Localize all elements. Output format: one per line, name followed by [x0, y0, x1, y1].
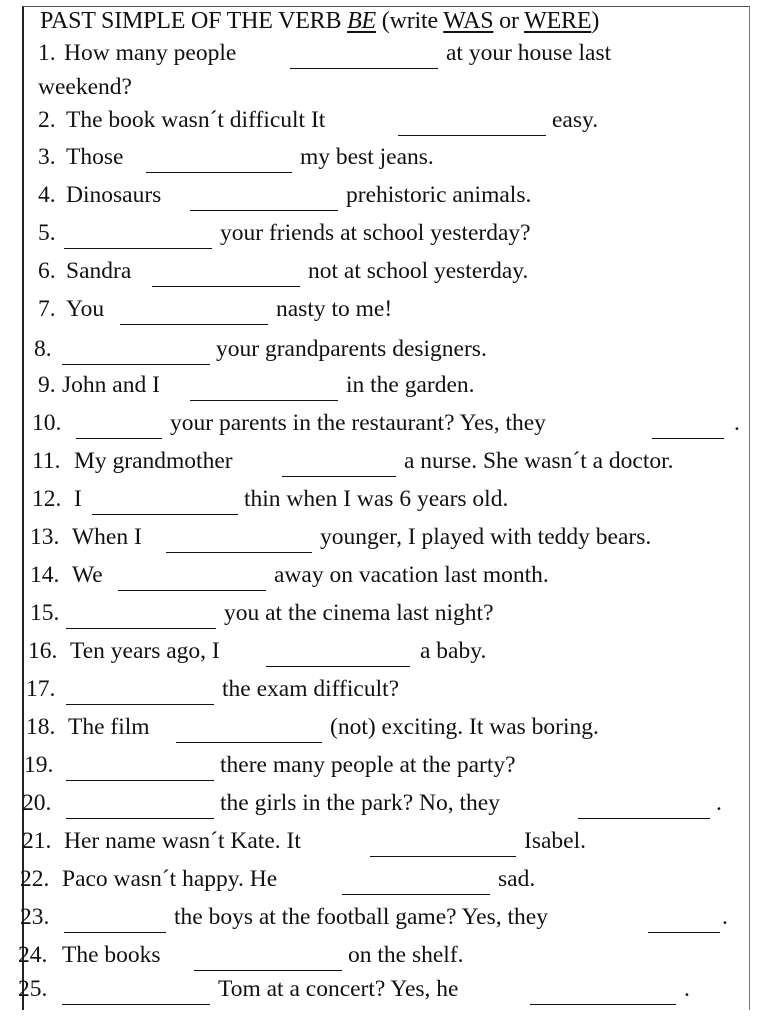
item-text-after: prehistoric animals.: [346, 182, 532, 208]
answer-blank[interactable]: [648, 906, 720, 933]
item-number: 6.: [38, 258, 56, 284]
answer-blank[interactable]: [152, 260, 300, 287]
item-number: 20.: [22, 790, 52, 816]
item-number: 23.: [20, 904, 50, 930]
item-text-after: my best jeans.: [300, 144, 434, 170]
item-number: 15.: [30, 600, 60, 626]
item-text-after: younger, I played with teddy bears.: [320, 524, 652, 550]
item-number: 14.: [30, 562, 60, 588]
item-number: 13.: [30, 524, 60, 550]
item-number: 1.: [38, 40, 56, 66]
item-text-before: Her name wasn´t Kate. It: [64, 828, 301, 854]
item-end: .: [716, 790, 722, 816]
item-text-after: a baby.: [420, 638, 487, 664]
item-number: 12.: [32, 486, 62, 512]
item-text-before: How many people: [64, 40, 237, 66]
item-text-before: I: [74, 486, 82, 512]
item-text-before: Those: [66, 144, 124, 170]
title-part3: ): [591, 8, 600, 34]
answer-blank[interactable]: [62, 338, 210, 365]
item-text-after: in the garden.: [346, 372, 475, 398]
item-text-before: Dinosaurs: [66, 182, 162, 208]
item-number: 2.: [38, 107, 56, 133]
answer-blank[interactable]: [194, 944, 342, 971]
answer-blank[interactable]: [578, 792, 710, 819]
answer-blank[interactable]: [66, 678, 214, 705]
answer-blank[interactable]: [266, 640, 410, 667]
item-text-before: The film: [68, 714, 150, 740]
item-text-after: sad.: [498, 866, 536, 892]
answer-blank[interactable]: [62, 978, 210, 1005]
item-text-before: My grandmother: [74, 448, 233, 474]
item-text-before: We: [72, 562, 103, 588]
item-text-after: your grandparents designers.: [216, 336, 487, 362]
answer-blank[interactable]: [66, 792, 214, 819]
worksheet-title: [40, 8, 599, 35]
item-text-after: the girls in the park? No, they: [220, 790, 500, 816]
item-text-after: easy.: [552, 107, 599, 133]
item-text-after: you at the cinema last night?: [224, 600, 494, 626]
item-number: 9.: [38, 372, 56, 398]
answer-blank[interactable]: [146, 146, 292, 173]
item-text-before: John and I: [62, 372, 160, 398]
answer-blank[interactable]: [290, 42, 438, 69]
item-text-after: Isabel.: [524, 828, 586, 854]
item-number: 4.: [38, 182, 56, 208]
item-number: 17.: [26, 676, 56, 702]
title-was: WAS: [443, 8, 494, 34]
item-text-before: Paco wasn´t happy. He: [62, 866, 278, 892]
item-text-after: your friends at school yesterday?: [220, 220, 531, 246]
item-text-before: Sandra: [66, 258, 132, 284]
item-text-after: there many people at the party?: [220, 752, 516, 778]
answer-blank[interactable]: [66, 602, 216, 629]
answer-blank[interactable]: [370, 830, 516, 857]
item-text-after: (not) exciting. It was boring.: [330, 714, 599, 740]
item-number: 22.: [20, 866, 50, 892]
answer-blank[interactable]: [76, 412, 162, 439]
answer-blank[interactable]: [64, 222, 212, 249]
title-verb: BE: [347, 8, 376, 34]
item-text-before: Ten years ago, I: [70, 638, 220, 664]
item-text-after: the boys at the football game? Yes, they: [174, 904, 548, 930]
answer-blank[interactable]: [166, 526, 312, 553]
item-number: 24.: [18, 942, 48, 968]
item-text-after: thin when I was 6 years old.: [244, 486, 509, 512]
item-number: 10.: [32, 410, 62, 436]
item-text-after: nasty to me!: [276, 296, 393, 322]
title-or: or: [493, 8, 525, 34]
item-text-after: Tom at a concert? Yes, he: [218, 976, 459, 1002]
item-end: .: [722, 904, 728, 930]
item-text-before: The books: [62, 942, 161, 968]
answer-blank[interactable]: [176, 716, 322, 743]
answer-blank[interactable]: [92, 488, 238, 515]
answer-blank[interactable]: [398, 109, 546, 136]
item-number: 19.: [24, 752, 54, 778]
title-part1: PAST SIMPLE OF THE VERB: [40, 8, 348, 34]
item-text-after: away on vacation last month.: [274, 562, 549, 588]
title-part2: (write: [376, 8, 444, 34]
item-text-before: The book wasn´t difficult It: [66, 107, 326, 133]
answer-blank[interactable]: [66, 754, 214, 781]
answer-blank[interactable]: [120, 298, 268, 325]
answer-blank[interactable]: [530, 978, 676, 1005]
item-number: 5.: [38, 220, 56, 246]
item-number: 8.: [34, 336, 52, 362]
item-number: 3.: [38, 144, 56, 170]
item-text-before: You: [66, 296, 105, 322]
item-text-after: your parents in the restaurant? Yes, they: [170, 410, 546, 436]
item-text-after: the exam difficult?: [222, 676, 400, 702]
item-text-continuation: weekend?: [38, 74, 132, 100]
item-text-after: a nurse. She wasn´t a doctor.: [404, 448, 674, 474]
answer-blank[interactable]: [652, 412, 724, 439]
item-end: .: [734, 410, 740, 436]
answer-blank[interactable]: [64, 906, 166, 933]
title-were: WERE: [524, 8, 592, 34]
item-number: 21.: [22, 828, 52, 854]
item-number: 25.: [18, 976, 48, 1002]
item-number: 11.: [32, 448, 61, 474]
item-text-after: at your house last: [446, 40, 612, 66]
item-text-after: not at school yesterday.: [308, 258, 529, 284]
answer-blank[interactable]: [118, 564, 266, 591]
answer-blank[interactable]: [342, 868, 490, 895]
item-text-after: on the shelf.: [348, 942, 464, 968]
item-number: 18.: [26, 714, 56, 740]
answer-blank[interactable]: [282, 450, 396, 477]
item-text-before: When I: [72, 524, 142, 550]
item-number: 7.: [38, 296, 56, 322]
answer-blank[interactable]: [190, 374, 338, 401]
item-number: 16.: [28, 638, 58, 664]
item-end: .: [684, 976, 690, 1002]
answer-blank[interactable]: [190, 184, 338, 211]
